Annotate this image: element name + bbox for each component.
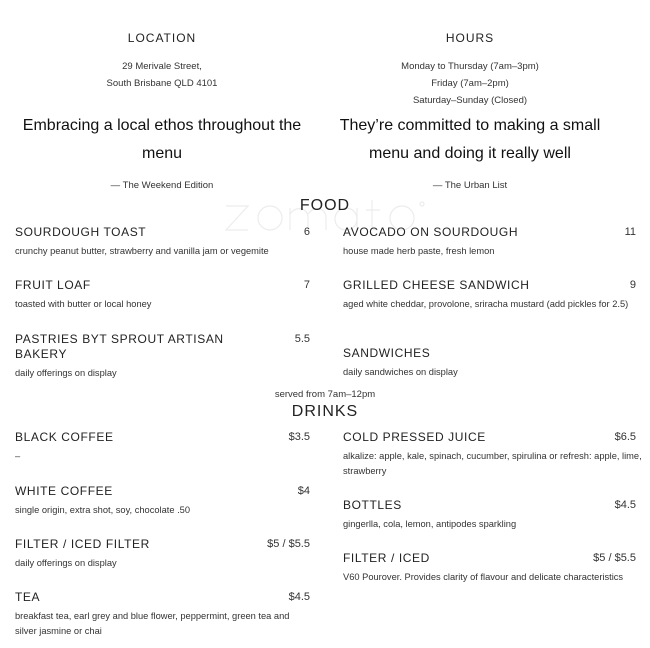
menu-item	[343, 551, 636, 585]
menu-item-description: crunchy peanut butter, strawberry and vanilla jam or vegemite	[15, 246, 269, 256]
menu-item-price: $6.5	[614, 431, 636, 443]
menu-item-name: TEA	[15, 590, 41, 604]
menu-item-description: daily offerings on display	[15, 558, 117, 568]
menu-item-price: $4.5	[614, 499, 636, 511]
menu-item-price: 5.5	[294, 333, 310, 345]
menu-item	[343, 278, 636, 312]
menu-item-description: toasted with butter or local honey	[15, 299, 152, 309]
menu-item-name: WHITE COFFEE	[15, 484, 113, 498]
menu-item-name: SOURDOUGH TOAST	[15, 225, 147, 239]
menu-item-price: $4.5	[288, 591, 310, 603]
menu-item-price: $5 / $5.5	[593, 552, 636, 564]
menu-item-name: FRUIT LOAF	[15, 278, 91, 292]
menu-item	[343, 498, 636, 532]
address-line-2: South Brisbane QLD 4101	[106, 78, 218, 89]
location-quote-source: — The Weekend Edition	[110, 180, 214, 191]
menu-item-description: daily sandwiches on display	[343, 367, 458, 377]
menu-item-price: 7	[303, 279, 310, 291]
menu-item	[343, 225, 636, 259]
menu-item	[15, 225, 310, 259]
location-heading: LOCATION	[127, 31, 197, 45]
menu-item-name: SANDWICHES	[343, 346, 431, 360]
menu-item-description: aged white cheddar, provolone, sriracha mustard (add pickles for 2.5)	[343, 299, 629, 309]
hours-line-2: Friday (7am–2pm)	[431, 78, 509, 89]
food-heading: FOOD	[299, 197, 351, 214]
drinks-heading: DRINKS	[291, 403, 359, 420]
menu-item	[15, 332, 310, 381]
menu-item	[343, 346, 636, 380]
hours-line-1: Monday to Thursday (7am–3pm)	[401, 61, 539, 72]
hours-heading: HOURS	[445, 31, 495, 45]
menu-item-name: BOTTLES	[343, 498, 402, 512]
menu-item	[15, 590, 310, 639]
menu-item-name: BLACK COFFEE	[15, 430, 114, 444]
menu-item-description: alkalize: apple, kale, spinach, cucumber, spirulina or refresh: apple, lime, strawberry	[343, 451, 642, 476]
menu-item-price: $5 / $5.5	[267, 538, 310, 550]
menu-item	[15, 537, 310, 571]
menu-item	[15, 484, 310, 518]
food-served-note: served from 7am–12pm	[274, 389, 376, 400]
menu-item-description: house made herb paste, fresh lemon	[343, 246, 495, 256]
menu-item-description: –	[15, 451, 21, 461]
menu-item-description: daily offerings on display	[15, 368, 117, 378]
hours-quote-source: — The Urban List	[432, 180, 508, 191]
menu-item-description: gingerlla, cola, lemon, antipodes sparkling	[343, 519, 517, 529]
menu-item-description: breakfast tea, earl grey and blue flower, peppermint, green tea and silver jasmine or chai	[15, 611, 290, 636]
menu-item-price: 9	[629, 279, 636, 291]
menu-item-description: V60 Pourover. Provides clarity of flavour and delicate characteristics	[343, 572, 624, 582]
hours-quote: They’re committed to making a small menu and doing it really well	[339, 117, 601, 162]
menu-item-price: 11	[624, 226, 636, 238]
menu-item-price: 6	[303, 226, 310, 238]
menu-item-price: $3.5	[288, 431, 310, 443]
menu-item-price: $4	[297, 485, 310, 497]
menu-item-name: GRILLED CHEESE SANDWICH	[343, 278, 530, 292]
menu-item-name: FILTER / ICED FILTER	[15, 537, 150, 551]
menu-item	[343, 430, 642, 479]
hours-line-3: Saturday–Sunday (Closed)	[412, 95, 528, 106]
location-quote: Embracing a local ethos throughout the menu	[22, 117, 302, 162]
menu-item-name: COLD PRESSED JUICE	[343, 430, 486, 444]
menu-item-name: AVOCADO ON SOURDOUGH	[343, 225, 519, 239]
address-line-1: 29 Merivale Street,	[122, 61, 202, 72]
menu-item	[15, 278, 310, 312]
menu-item	[15, 430, 310, 464]
menu-item-name: FILTER / ICED	[343, 551, 430, 565]
menu-item-description: single origin, extra shot, soy, chocolate .50	[15, 505, 191, 515]
menu-item-name: PASTRIES BYT SPROUT ARTISAN BAKERY	[15, 332, 224, 361]
